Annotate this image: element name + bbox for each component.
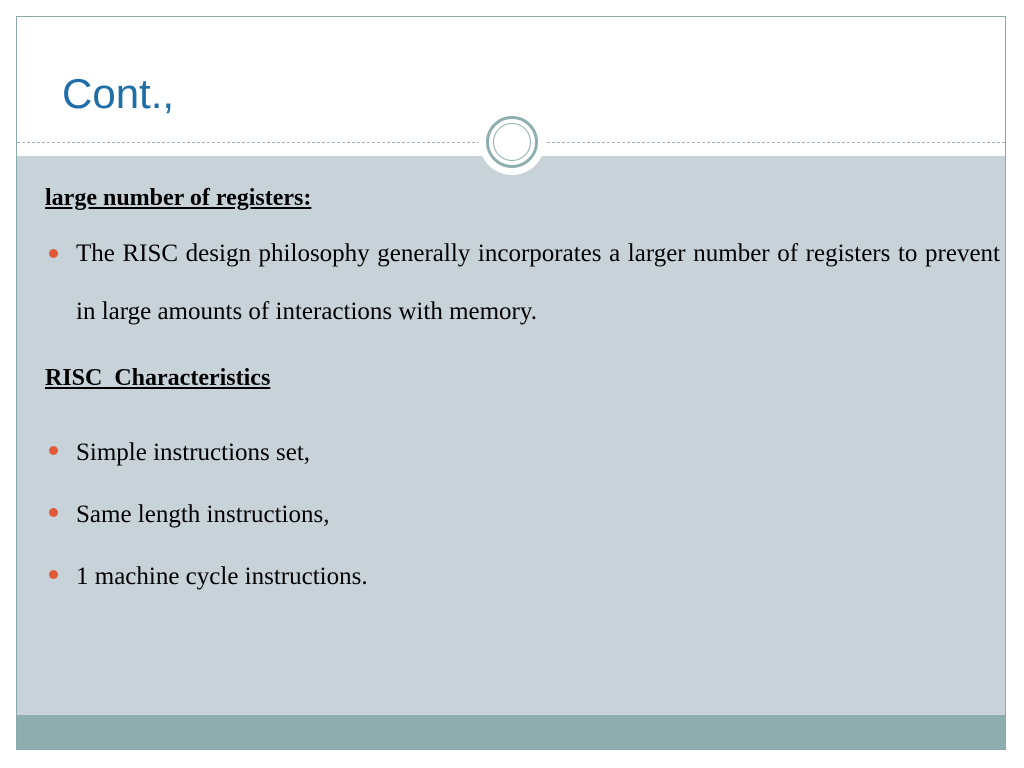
list-item-text: Same length instructions, [76, 501, 330, 529]
slide-title: Cont., [62, 70, 175, 117]
list-item [45, 546, 1000, 608]
bullet-dot-icon [49, 249, 58, 258]
list-item [45, 422, 1000, 484]
list-item-text: Simple instructions set, [76, 439, 311, 467]
bullet-list-registers [45, 225, 1000, 341]
list-item [45, 225, 1000, 341]
section-heading-risc-characteristics: RISC Characteristics [45, 365, 271, 392]
circle-ornament-inner [493, 123, 531, 161]
bullet-list-characteristics [45, 422, 1000, 608]
section-heading-registers: large number of registers: [45, 185, 312, 211]
bullet-dot-icon [49, 446, 58, 455]
bottom-bar [17, 715, 1005, 749]
list-item [45, 484, 1000, 546]
slide-body [45, 183, 1000, 608]
bullet-dot-icon [49, 508, 58, 517]
list-item-text: The RISC design philosophy generally incorporates a larger number of registers to prevent in large amounts of interactions with memory. [76, 240, 1000, 326]
list-item-text: 1 machine cycle instructions. [76, 563, 368, 591]
bullet-dot-icon [49, 570, 58, 579]
